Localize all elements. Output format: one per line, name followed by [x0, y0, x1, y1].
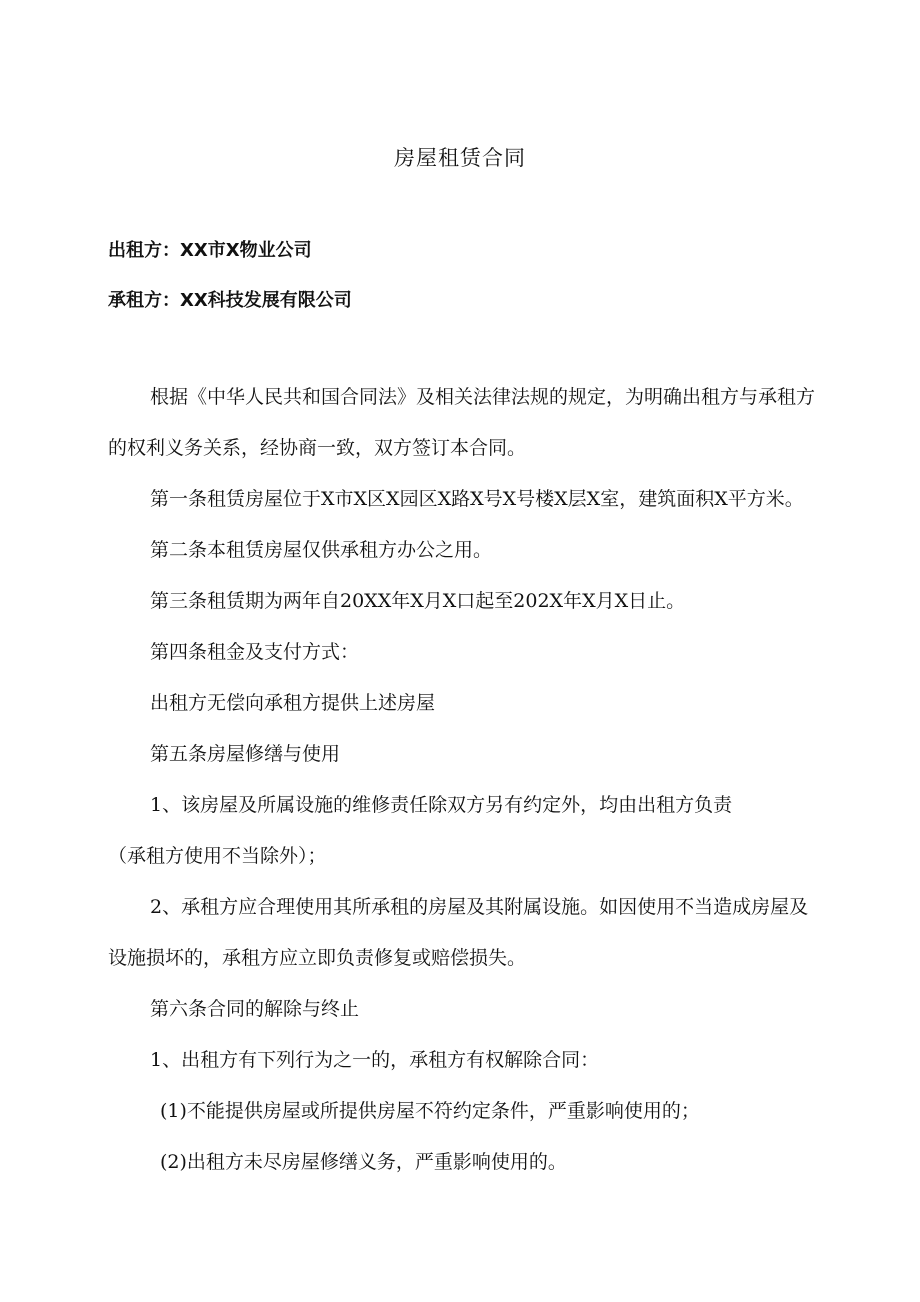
lessor-line: 出租方：XX市X物业公司	[108, 240, 312, 261]
contract-body	[108, 372, 820, 1188]
article-4: 第四条租金及支付方式：	[150, 641, 360, 663]
article-5-item-1-cont: （承租方使用不当除外）；	[108, 845, 327, 867]
article-6-item-1: 1、出租方有下列行为之一的，承租方有权解除合同：	[150, 1049, 600, 1071]
document-title: 房屋租赁合同	[394, 146, 526, 170]
article-1: 第一条租赁房屋位于X市X区X园区X路X号X号楼X层X室，建筑面积X平方米。	[150, 488, 804, 510]
article-5-item-2: 2、承租方应合理使用其所承租的房屋及其附属设施。如因使用不当造成房屋及设施损坏的，承租方应立即负责修复或赔偿损失。	[108, 896, 809, 969]
article-6: 第六条合同的解除与终止	[150, 998, 360, 1020]
article-5: 第五条房屋修缮与使用	[150, 743, 341, 765]
article-3: 第三条租赁期为两年自20XX年X月X口起至202X年X月X日止。	[150, 590, 686, 612]
article-6-subitem-2: (2)出租方未尽房屋修缮义务，严重影响使用的。	[160, 1151, 567, 1173]
article-4-detail: 出租方无偿向承租方提供上述房屋	[150, 692, 436, 714]
intro-paragraph: 根据《中华人民共和国合同法》及相关法律法规的规定，为明确出租方与承租方的权利义务关系，经协商一致，双方签订本合同。	[108, 386, 816, 459]
article-5-item-1: 1、该房屋及所属设施的维修责任除双方另有约定外，均由出租方负责	[150, 794, 733, 816]
lessee-line: 承租方：XX科技发展有限公司	[108, 290, 352, 311]
article-2: 第二条本租赁房屋仅供承租方办公之用。	[150, 539, 493, 561]
article-6-subitem-1: (1)不能提供房屋或所提供房屋不符约定条件，严重影响使用的；	[160, 1100, 700, 1122]
